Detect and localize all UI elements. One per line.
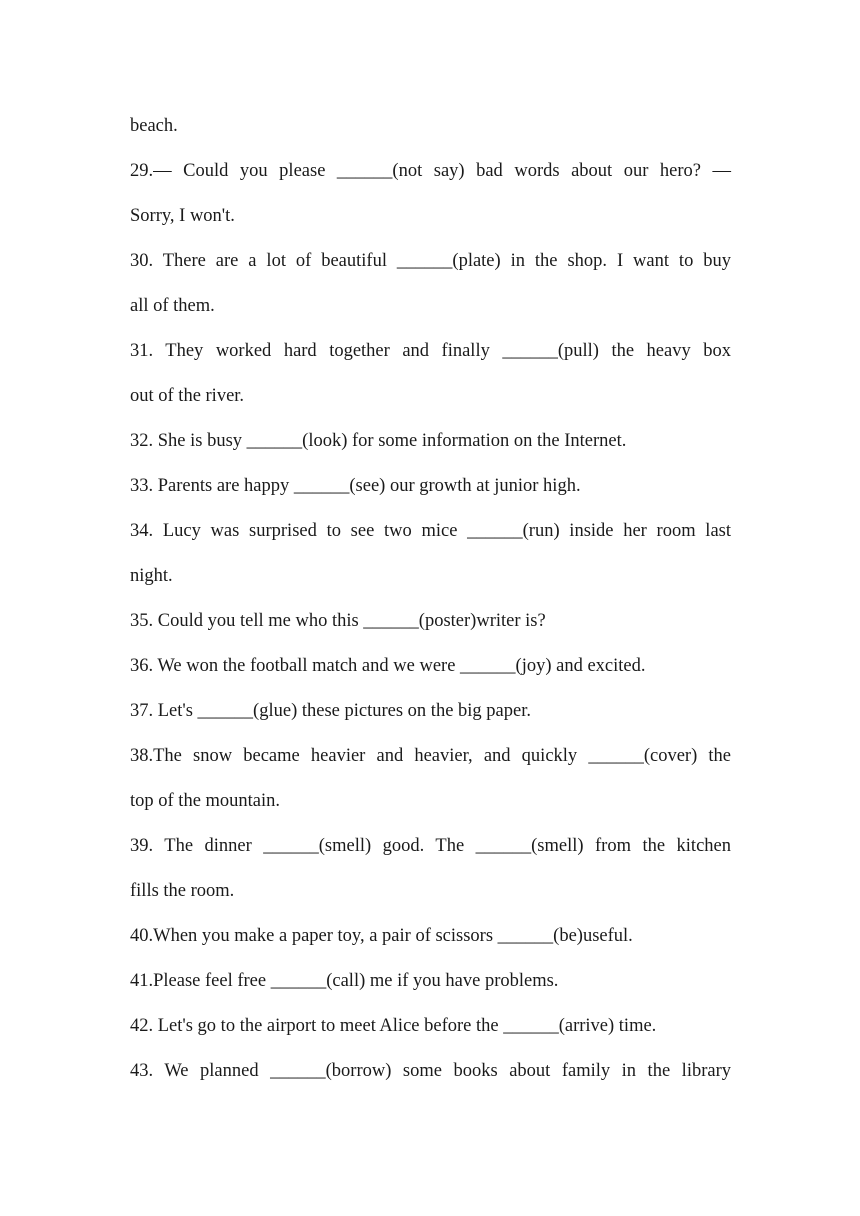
question-30-line-2: all of them.	[130, 296, 215, 316]
question-31-line-2: out of the river.	[130, 386, 245, 406]
question-36: 36. We won the football match and we were ______(joy) and excited.	[130, 656, 646, 676]
question-38-line-1: 38.The snow became heavier and heavier, and quickly ______(cover) the	[130, 746, 731, 766]
exercise-page	[130, 104, 731, 1094]
question-39-line-1: 39. The dinner ______(smell) good. The ______(smell) from the kitchen	[130, 836, 731, 856]
question-31-line-1: 31. They worked hard together and finally ______(pull) the heavy box	[130, 341, 731, 361]
question-37: 37. Let's ______(glue) these pictures on the big paper.	[130, 701, 531, 721]
text-line: beach.	[130, 116, 178, 136]
question-30-line-1: 30. There are a lot of beautiful ______(plate) in the shop. I want to buy	[130, 251, 731, 271]
question-33: 33. Parents are happy ______(see) our growth at junior high.	[130, 476, 581, 496]
question-42: 42. Let's go to the airport to meet Alice before the ______(arrive) time.	[130, 1016, 657, 1036]
question-34-line-2: night.	[130, 566, 173, 586]
question-39-line-2: fills the room.	[130, 881, 235, 901]
question-29-line-2: Sorry, I won't.	[130, 206, 235, 226]
question-40: 40.When you make a paper toy, a pair of scissors ______(be)useful.	[130, 926, 633, 946]
question-35: 35. Could you tell me who this ______(poster)writer is?	[130, 611, 546, 631]
question-29-line-1: 29.— Could you please ______(not say) bad words about our hero? —	[130, 161, 731, 181]
question-34-line-1: 34. Lucy was surprised to see two mice ______(run) inside her room last	[130, 521, 731, 541]
question-43-line-1: 43. We planned ______(borrow) some books about family in the library	[130, 1061, 731, 1081]
question-38-line-2: top of the mountain.	[130, 791, 281, 811]
question-41: 41.Please feel free ______(call) me if you have problems.	[130, 971, 559, 991]
question-32: 32. She is busy ______(look) for some information on the Internet.	[130, 431, 627, 451]
